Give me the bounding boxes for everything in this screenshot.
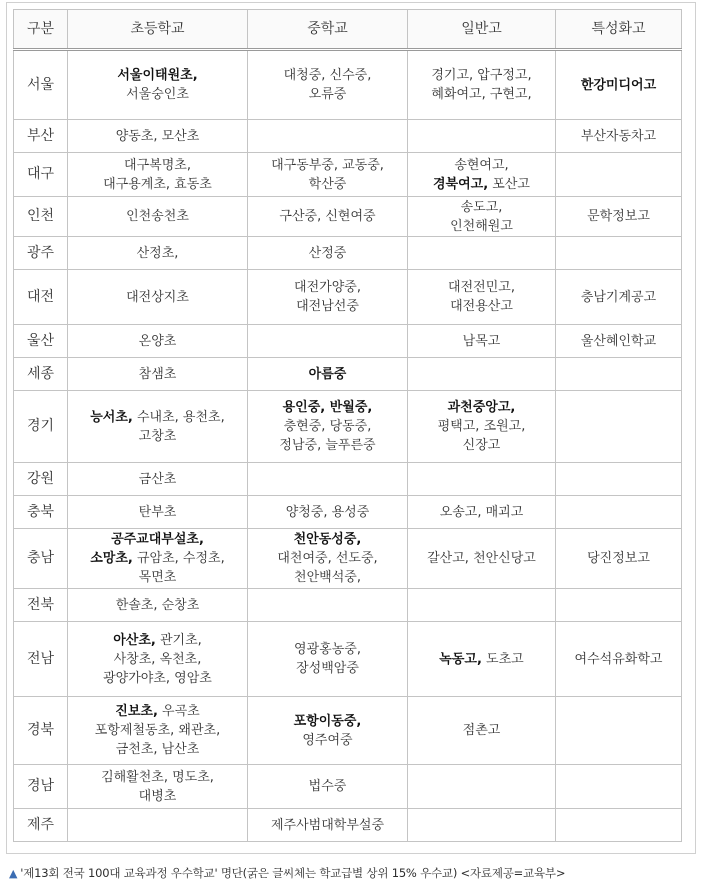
general-high-cell	[408, 50, 556, 120]
general-high-cell	[408, 765, 556, 809]
school-name: 규암초, 수정초,	[132, 551, 225, 566]
school-name: 대청중, 신수중,	[283, 68, 372, 83]
cell-line	[70, 365, 245, 384]
specialized-high-cell	[556, 697, 682, 765]
cell-line	[70, 631, 245, 650]
school-name: 제주사범대학부설중	[270, 817, 385, 833]
table-caption	[9, 865, 565, 881]
cell-line	[250, 712, 405, 731]
region-cell: 세종	[14, 358, 68, 391]
cell-line	[70, 549, 245, 568]
cell-line	[70, 740, 245, 759]
caption-text: '제13회 전국 100대 교육과정 우수학교' 명단(굵은 글씨체는 학교급별 상위 15% 우수교) <자료제공=교육부>	[20, 866, 566, 880]
school-name: 수내초, 용천초,	[132, 409, 225, 425]
cell-line	[250, 278, 405, 297]
cell-line	[410, 198, 553, 217]
middle-cell	[248, 237, 408, 270]
cell-line	[410, 66, 553, 85]
specialized-high-cell	[556, 237, 682, 270]
cell-line	[410, 175, 553, 194]
school-name-highlighted: 천안동성중,	[293, 532, 362, 547]
school-name: 점촌고	[462, 723, 501, 738]
elementary-cell	[68, 50, 248, 120]
table-header-row	[14, 10, 682, 50]
school-name: 혜화여고, 구현고,	[431, 87, 532, 102]
school-name: 포항제철동초, 왜관초,	[94, 723, 221, 738]
school-name: 금천초, 남산초	[115, 742, 200, 757]
cell-line	[250, 156, 405, 175]
school-name: 평택고, 조원고,	[437, 419, 526, 434]
specialized-high-cell	[556, 765, 682, 809]
cell-line	[410, 503, 553, 522]
school-name: 송현여고,	[454, 157, 509, 173]
specialized-high-cell	[556, 391, 682, 463]
cell-line	[70, 244, 245, 263]
school-name: 영광홍농중,	[294, 642, 361, 657]
school-name: 우곡초	[157, 704, 200, 719]
elementary-cell	[68, 153, 248, 197]
region-cell: 서울	[14, 50, 68, 120]
cell-line	[410, 721, 553, 740]
cell-line	[70, 530, 245, 549]
cell-line	[70, 503, 245, 522]
school-name: 산정중	[308, 245, 347, 261]
middle-cell	[248, 50, 408, 120]
school-name: 충현중, 당동중,	[283, 419, 372, 434]
school-name: 남목고	[462, 333, 501, 349]
cell-line	[250, 816, 405, 835]
school-name: 양동초, 모산초	[115, 128, 200, 144]
cell-line	[558, 207, 679, 226]
specialized-high-cell	[556, 589, 682, 622]
cell-line	[70, 156, 245, 175]
school-name: 당진정보고	[587, 551, 650, 566]
cell-line	[558, 549, 679, 568]
specialized-high-cell	[556, 197, 682, 237]
specialized-high-cell	[556, 358, 682, 391]
school-name: 오송고, 매괴고	[439, 504, 524, 520]
cell-line	[250, 297, 405, 316]
specialized-high-cell	[556, 153, 682, 197]
school-name: 갈산고, 천안신당고	[427, 551, 536, 566]
general-high-cell	[408, 809, 556, 842]
cell-line	[70, 66, 245, 85]
school-name: 인천해원고	[450, 218, 513, 234]
middle-cell	[248, 197, 408, 237]
school-name-highlighted: 한강미디어고	[580, 77, 657, 93]
school-name: 대전용산고	[450, 299, 513, 314]
school-name: 대전전민고,	[448, 280, 515, 295]
school-name-highlighted: 경북여고,	[433, 176, 489, 192]
cell-line	[250, 436, 405, 455]
school-name-highlighted: 아름중	[308, 366, 347, 382]
general-high-cell	[408, 529, 556, 589]
school-name: 신장고	[462, 438, 501, 453]
cell-line	[410, 417, 553, 436]
cell-line	[250, 503, 405, 522]
region-cell: 제주	[14, 809, 68, 842]
cell-line	[70, 702, 245, 721]
school-name-highlighted: 능서초,	[90, 409, 133, 425]
elementary-cell	[68, 622, 248, 697]
region-cell: 충북	[14, 496, 68, 529]
cell-line	[70, 596, 245, 615]
middle-cell	[248, 325, 408, 358]
cell-line	[70, 288, 245, 307]
middle-cell	[248, 463, 408, 496]
school-name: 대병초	[138, 788, 177, 804]
elementary-cell	[68, 325, 248, 358]
table-row	[14, 358, 682, 391]
cell-line	[410, 156, 553, 175]
cell-line	[70, 568, 245, 587]
elementary-cell	[68, 358, 248, 391]
table-row	[14, 197, 682, 237]
school-name: 정남중, 늘푸른중	[279, 438, 376, 453]
table-row	[14, 237, 682, 270]
school-name: 천안백석중,	[294, 570, 361, 585]
cell-line	[558, 288, 679, 307]
cell-line	[250, 549, 405, 568]
middle-cell	[248, 765, 408, 809]
table-row	[14, 496, 682, 529]
school-name: 영주여중	[302, 732, 353, 748]
cell-line	[250, 244, 405, 263]
region-cell: 경북	[14, 697, 68, 765]
cell-line	[558, 127, 679, 146]
cell-line	[250, 659, 405, 678]
middle-cell	[248, 391, 408, 463]
region-cell: 충남	[14, 529, 68, 589]
cell-line	[70, 650, 245, 669]
school-name: 충남기계공고	[580, 289, 657, 305]
school-name: 경기고, 압구정고,	[431, 68, 532, 83]
region-cell: 인천	[14, 197, 68, 237]
general-high-cell	[408, 237, 556, 270]
school-name-highlighted: 공주교대부설초,	[111, 532, 204, 547]
middle-cell	[248, 496, 408, 529]
general-high-cell	[408, 197, 556, 237]
cell-line	[410, 217, 553, 236]
cell-line	[70, 408, 245, 427]
school-name: 도초고	[481, 651, 524, 667]
school-name-highlighted: 진보초,	[115, 704, 158, 719]
cell-line	[250, 417, 405, 436]
cell-line	[410, 332, 553, 351]
school-name: 고창초	[138, 428, 177, 444]
table-row	[14, 809, 682, 842]
cell-line	[250, 207, 405, 226]
table-row	[14, 765, 682, 809]
school-name: 온양초	[138, 333, 177, 349]
elementary-cell	[68, 197, 248, 237]
middle-cell	[248, 153, 408, 197]
table-row	[14, 50, 682, 120]
table-row	[14, 589, 682, 622]
general-high-cell	[408, 496, 556, 529]
specialized-high-cell	[556, 270, 682, 325]
cell-line	[410, 297, 553, 316]
region-cell: 경남	[14, 765, 68, 809]
table-row	[14, 391, 682, 463]
middle-cell	[248, 622, 408, 697]
cell-line	[70, 768, 245, 787]
school-name: 장성백암중	[296, 661, 359, 676]
elementary-cell	[68, 391, 248, 463]
elementary-cell	[68, 120, 248, 153]
school-name: 목면초	[138, 570, 177, 585]
middle-cell	[248, 270, 408, 325]
specialized-high-cell	[556, 809, 682, 842]
header-specialized-high: 특성화고	[556, 10, 682, 50]
region-cell: 강원	[14, 463, 68, 496]
table-row	[14, 463, 682, 496]
cell-line	[70, 669, 245, 688]
school-name: 탄부초	[138, 504, 177, 520]
cell-line	[70, 207, 245, 226]
region-cell: 전남	[14, 622, 68, 697]
cell-line	[558, 332, 679, 351]
school-name-highlighted: 녹동고,	[439, 651, 482, 667]
elementary-cell	[68, 496, 248, 529]
table-row	[14, 270, 682, 325]
header-region: 구분	[14, 10, 68, 50]
school-name: 포산고	[488, 176, 530, 192]
region-cell: 대구	[14, 153, 68, 197]
school-name-highlighted: 소망초,	[90, 551, 133, 566]
elementary-cell	[68, 765, 248, 809]
elementary-cell	[68, 270, 248, 325]
specialized-high-cell	[556, 622, 682, 697]
school-name-highlighted: 포항이동중,	[293, 713, 362, 729]
school-name: 한솔초, 순창초	[115, 597, 200, 613]
cell-line	[558, 650, 679, 669]
cell-line	[70, 470, 245, 489]
middle-cell	[248, 589, 408, 622]
region-cell: 광주	[14, 237, 68, 270]
elementary-cell	[68, 463, 248, 496]
school-name: 금산초	[138, 471, 177, 487]
school-name: 오류중	[308, 87, 347, 102]
school-name: 대천여중, 선도중,	[277, 551, 378, 566]
table-row	[14, 622, 682, 697]
elementary-cell	[68, 237, 248, 270]
elementary-cell	[68, 529, 248, 589]
school-name: 사창초, 옥천초,	[113, 651, 202, 667]
region-cell: 경기	[14, 391, 68, 463]
cell-line	[70, 175, 245, 194]
specialized-high-cell	[556, 463, 682, 496]
school-name: 여수석유화학고	[574, 651, 663, 667]
school-name: 울산혜인학교	[580, 333, 657, 349]
region-cell: 울산	[14, 325, 68, 358]
general-high-cell	[408, 391, 556, 463]
cell-line	[70, 332, 245, 351]
header-middle: 중학교	[248, 10, 408, 50]
elementary-cell	[68, 589, 248, 622]
elementary-cell	[68, 697, 248, 765]
school-name: 법수중	[308, 779, 347, 794]
cell-line	[410, 85, 553, 104]
school-name-highlighted: 과천중앙고,	[447, 400, 516, 415]
general-high-cell	[408, 153, 556, 197]
general-high-cell	[408, 463, 556, 496]
elementary-cell	[68, 809, 248, 842]
specialized-high-cell	[556, 496, 682, 529]
school-name: 대구용계초, 효동초	[103, 176, 212, 192]
school-list-table	[13, 9, 682, 842]
school-name: 양청중, 용성중	[285, 504, 370, 520]
region-cell: 전북	[14, 589, 68, 622]
school-name: 대전상지초	[126, 289, 189, 305]
table-row	[14, 325, 682, 358]
general-high-cell	[408, 325, 556, 358]
cell-line	[250, 85, 405, 104]
school-name: 부산자동차고	[580, 128, 657, 144]
cell-line	[250, 731, 405, 750]
cell-line	[250, 365, 405, 384]
table-row	[14, 153, 682, 197]
school-name: 학산중	[308, 176, 347, 192]
cell-line	[70, 721, 245, 740]
table-row	[14, 120, 682, 153]
cell-line	[250, 568, 405, 587]
cell-line	[250, 66, 405, 85]
school-name: 대전가양중,	[294, 280, 361, 295]
school-name: 서울숭인초	[126, 87, 189, 102]
region-cell: 대전	[14, 270, 68, 325]
school-name: 송도고,	[460, 199, 503, 215]
cell-line	[250, 777, 405, 796]
specialized-high-cell	[556, 120, 682, 153]
caption-marker-icon: ▲	[9, 867, 18, 880]
header-general-high: 일반고	[408, 10, 556, 50]
cell-line	[250, 175, 405, 194]
school-name: 대구동부중, 교동중,	[271, 157, 384, 173]
general-high-cell	[408, 120, 556, 153]
school-name-highlighted: 서울이태원초,	[117, 68, 198, 83]
region-cell: 부산	[14, 120, 68, 153]
school-name: 산정초,	[136, 245, 179, 261]
cell-line	[410, 278, 553, 297]
school-name: 구산중, 신현여중	[279, 209, 376, 224]
school-name: 인천송천초	[126, 209, 189, 224]
school-name-highlighted: 아산초,	[113, 632, 156, 648]
middle-cell	[248, 529, 408, 589]
middle-cell	[248, 697, 408, 765]
school-name: 문학정보고	[587, 209, 650, 224]
table-row	[14, 697, 682, 765]
school-name: 광양가야초, 영암초	[103, 670, 212, 686]
cell-line	[70, 85, 245, 104]
specialized-high-cell	[556, 50, 682, 120]
middle-cell	[248, 120, 408, 153]
cell-line	[558, 76, 679, 95]
middle-cell	[248, 358, 408, 391]
specialized-high-cell	[556, 529, 682, 589]
cell-line	[70, 127, 245, 146]
general-high-cell	[408, 622, 556, 697]
school-name: 대구복명초,	[124, 157, 191, 173]
table-row	[14, 529, 682, 589]
school-name: 관기초,	[155, 632, 202, 648]
school-name: 참샘초	[138, 366, 177, 382]
general-high-cell	[408, 270, 556, 325]
cell-line	[250, 398, 405, 417]
general-high-cell	[408, 358, 556, 391]
school-name: 김해활천초, 명도초,	[101, 769, 214, 785]
general-high-cell	[408, 697, 556, 765]
cell-line	[250, 530, 405, 549]
header-elementary: 초등학교	[68, 10, 248, 50]
cell-line	[70, 427, 245, 446]
cell-line	[250, 640, 405, 659]
general-high-cell	[408, 589, 556, 622]
cell-line	[70, 787, 245, 806]
cell-line	[410, 650, 553, 669]
cell-line	[410, 436, 553, 455]
school-name-highlighted: 용인중, 반월중,	[282, 400, 373, 415]
school-name: 대전남선중	[296, 299, 359, 314]
cell-line	[410, 549, 553, 568]
middle-cell	[248, 809, 408, 842]
cell-line	[410, 398, 553, 417]
specialized-high-cell	[556, 325, 682, 358]
